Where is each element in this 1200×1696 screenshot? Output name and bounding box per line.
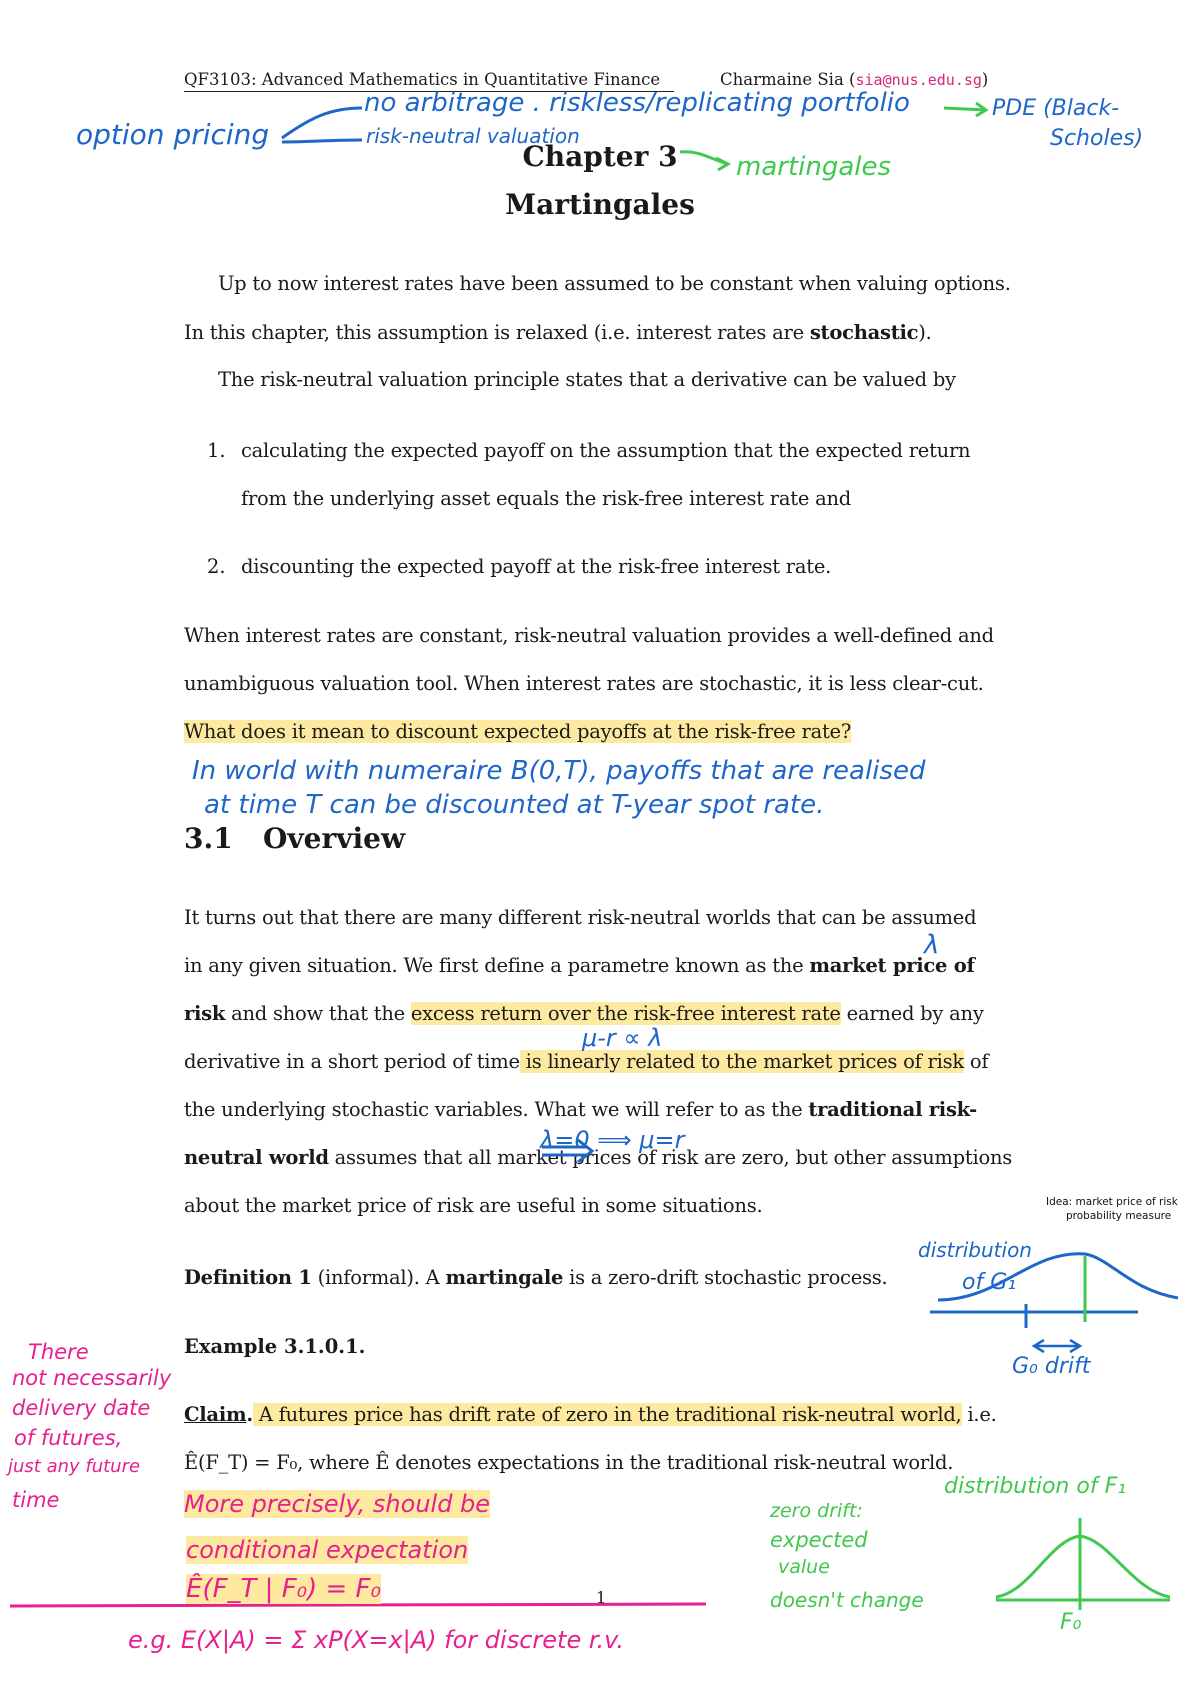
list-number-2: 2.	[207, 555, 226, 578]
note-distribution-f1: distribution of F₁	[944, 1474, 1127, 1499]
list-item-2-line1: discounting the expected payoff at the risk-free interest rate.	[241, 555, 832, 578]
chapter-title: Martingales	[505, 188, 695, 221]
note-g0-drift: G₀ drift	[1012, 1354, 1091, 1379]
overview-line6-text: assumes that all market prices of risk are zero, but other assumptions	[328, 1146, 1013, 1169]
note-zero-drift-2: expected	[770, 1528, 868, 1552]
note-not-necessarily-4: of futures,	[14, 1426, 123, 1450]
note-not-necessarily-5: just any future	[8, 1456, 141, 1477]
overview-line4-text: derivative in a short period of time	[184, 1050, 520, 1073]
note-lambda-zero: λ=0 ⟹ μ=r	[540, 1126, 685, 1154]
highlight-more-precisely-2: conditional expectation	[186, 1536, 469, 1564]
note-conditional-expectation	[186, 1574, 381, 1604]
side-note-line1: Idea: market price of risk	[1046, 1196, 1178, 1208]
highlight-question: What does it mean to discount expected payoffs at the risk-free rate?	[184, 720, 852, 743]
claim-line2: Ê(F_T) = F₀, where Ê denotes expectations in the traditional risk-neutral world.	[184, 1451, 954, 1474]
overview-line5-text: the underlying stochastic variables. What we will refer to as the	[184, 1098, 809, 1121]
overview-line2-text: in any given situation. We first define a parametre known as the	[184, 954, 810, 977]
drift-arrow	[1034, 1340, 1080, 1352]
intro-p2: The risk-neutral valuation principle states that a derivative can be valued by	[218, 368, 956, 391]
section-title: Overview	[263, 822, 406, 855]
author-name: Charmaine Sia (	[720, 70, 856, 89]
arrow-to-martingales	[680, 152, 728, 170]
example-label: Example 3.1.0.1.	[184, 1335, 366, 1358]
highlight-more-precisely-1: More precisely, should be	[184, 1490, 491, 1518]
author-email[interactable]: sia@nus.edu.sg	[855, 71, 982, 89]
martingale-term: martingale	[445, 1266, 564, 1289]
list-item-1-line1: calculating the expected payoff on the assumption that the expected return	[241, 439, 971, 462]
bracket-lower-stroke	[282, 140, 362, 142]
intro-p3-line1: When interest rates are constant, risk-neutral valuation provides a well-defined and	[184, 624, 994, 647]
chapter-number: Chapter 3	[522, 140, 678, 173]
intro-p1-text: In this chapter, this assumption is relaxed (i.e. interest rates are	[184, 321, 810, 344]
overview-line4-end: of	[963, 1050, 989, 1073]
stochastic-term: stochastic	[809, 321, 919, 344]
note-martingales: martingales	[736, 152, 892, 182]
intro-p1-end: ).	[918, 321, 932, 344]
note-pde: PDE (Black-	[992, 96, 1120, 121]
pink-rule	[10, 1604, 706, 1606]
note-example-conditional: e.g. E(X|A) = Σ xP(X=x|A) for discrete r.v.	[128, 1626, 625, 1654]
note-distribution-g1-line1: distribution	[918, 1238, 1032, 1262]
f1-distribution-curve	[996, 1536, 1170, 1597]
note-numeraire-line2: at time T can be discounted at T-year spot rate.	[204, 790, 825, 820]
note-not-necessarily-1: There	[28, 1340, 89, 1364]
page-number: 1	[596, 1588, 607, 1607]
arrow-to-pde	[944, 103, 986, 116]
highlight-linearly-related: is linearly related to the market prices of risk	[519, 1050, 964, 1073]
side-note-line2: probability measure	[1066, 1210, 1172, 1222]
course-title: QF3103: Advanced Mathematics in Quantitative Finance	[184, 70, 661, 89]
note-zero-drift-4: doesn't change	[770, 1588, 924, 1612]
bracket-upper-stroke	[282, 108, 362, 138]
author-close: )	[981, 70, 989, 89]
list-number-1: 1.	[207, 439, 226, 462]
highlight-cond-exp: Ê(F_T | F₀) = F₀	[186, 1574, 381, 1604]
note-no-arbitrage: no arbitrage . riskless/replicating portfolio	[364, 88, 910, 118]
note-lambda: λ	[924, 930, 940, 960]
note-option-pricing: option pricing	[76, 118, 270, 151]
note-not-necessarily-2: not necessarily	[12, 1366, 172, 1390]
claim-label: Claim	[184, 1403, 247, 1426]
note-not-necessarily-6: time	[12, 1488, 60, 1512]
claim-line1-end: i.e.	[961, 1403, 997, 1426]
note-more-precisely-2	[186, 1536, 468, 1564]
overview-line7: about the market price of risk are useful in some situations.	[184, 1194, 763, 1217]
risk-term: risk	[184, 1002, 226, 1025]
traditional-risk-term: traditional risk-	[808, 1098, 977, 1121]
note-zero-drift-1: zero drift:	[770, 1500, 863, 1522]
note-numeraire-line1: In world with numeraire B(0,T), payoffs that are realised	[192, 756, 926, 786]
note-f0: F₀	[1060, 1610, 1082, 1635]
list-item-1-line2: from the underlying asset equals the risk-free interest rate and	[241, 487, 851, 510]
overview-line3-end: earned by any	[840, 1002, 984, 1025]
definition-qualifier: (informal). A	[311, 1266, 446, 1289]
section-number: 3.1	[184, 822, 233, 855]
overview-line3-text: and show that the	[225, 1002, 411, 1025]
highlight-claim: A futures price has drift rate of zero in the traditional risk-neutral world,	[252, 1403, 962, 1426]
intro-p1-line1: Up to now interest rates have been assumed to be constant when valuing options.	[218, 272, 1011, 295]
definition-text: is a zero-drift stochastic process.	[563, 1266, 888, 1289]
neutral-world-term: neutral world	[184, 1146, 329, 1169]
note-zero-drift-3: value	[778, 1556, 830, 1578]
note-distribution-g1-line2: of G₁	[962, 1270, 1017, 1295]
note-not-necessarily-3: delivery date	[12, 1396, 151, 1420]
claim-dot: .	[246, 1403, 253, 1426]
definition-label: Definition 1	[184, 1266, 312, 1289]
note-risk-neutral-valuation: risk-neutral valuation	[366, 124, 580, 148]
note-more-precisely-1	[184, 1490, 490, 1518]
intro-p3-line2: unambiguous valuation tool. When interest rates are stochastic, it is less clear-cut.	[184, 672, 984, 695]
note-scholes: Scholes)	[1050, 126, 1144, 151]
note-mu-r-proportional: μ-r ∝ λ	[582, 1024, 663, 1052]
highlight-excess-return: excess return over the risk-free interest rate	[410, 1002, 841, 1025]
market-price-term: market price of	[809, 954, 975, 977]
overview-line1: It turns out that there are many different risk-neutral worlds that can be assumed	[184, 906, 977, 929]
